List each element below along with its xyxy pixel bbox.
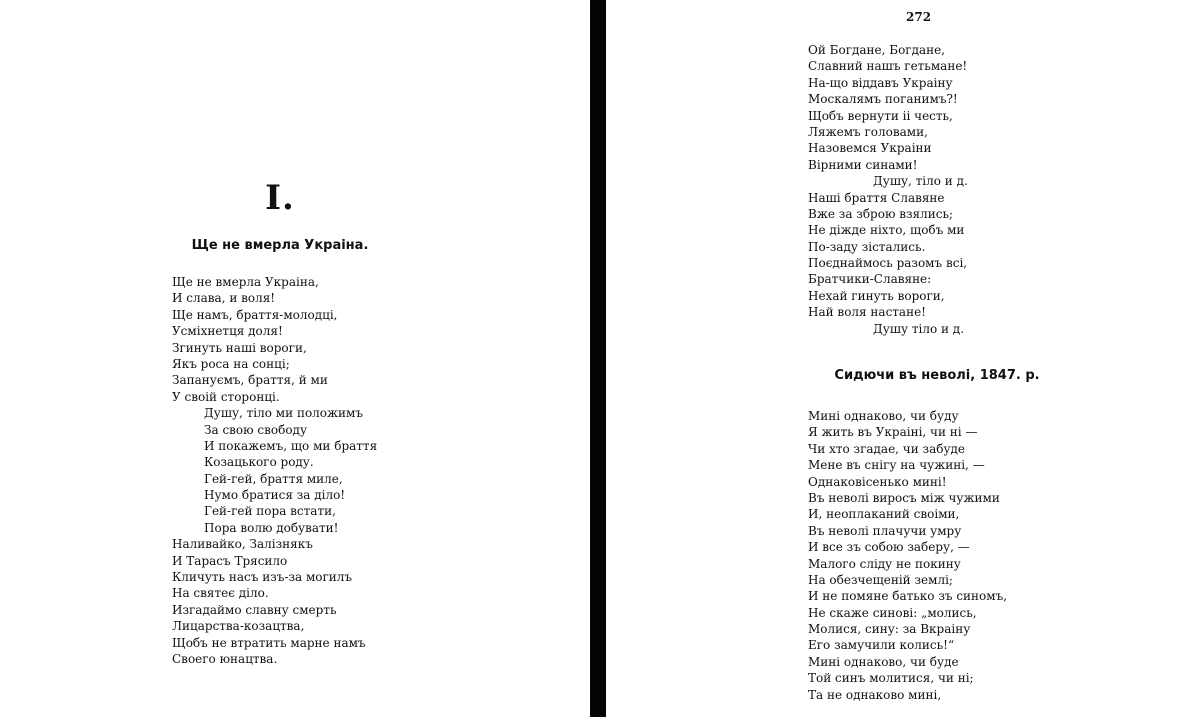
poem-line: Въ неволі плачучи умру: [808, 523, 962, 538]
poem-line: Вірними синами!: [808, 157, 918, 172]
refrain-line: Гей-гей пора встати,: [204, 504, 336, 519]
poem-line: Наливайко, Залізнякъ: [172, 537, 313, 552]
poem-line: Щобъ не втратить марне намъ: [172, 635, 366, 650]
poem-line: Я жить въ Украіні, чи ні —: [808, 425, 978, 440]
poem-title-2: Сидючи въ неволі, 1847. р.: [834, 368, 1040, 383]
right-page: [606, 0, 1200, 717]
poem-line: И все зъ собою заберу, —: [808, 540, 970, 555]
poem-line: Наші браття Славяне: [808, 190, 945, 205]
poem-line: Чи хто згадае, чи забуде: [808, 441, 966, 456]
poem-line: Ще намъ, браття-молодці,: [172, 307, 338, 322]
left-page: [0, 0, 590, 717]
chorus-reference: Душу, тіло и д.: [873, 174, 968, 189]
poem-lines: [172, 274, 377, 667]
poem-line: И слава, и воля!: [172, 291, 276, 306]
poem-line: Згинуть наші вороги,: [172, 340, 307, 355]
poem-line: Не скаже синові: „молись,: [808, 605, 977, 620]
poem-line: На святеє діло.: [172, 586, 269, 601]
poem-line: Щобъ вернути іі честь,: [808, 108, 953, 123]
refrain-line: И покажемъ, що ми браття: [204, 438, 378, 453]
refrain-line: Козацького роду.: [204, 455, 314, 470]
book-gutter: [590, 0, 606, 717]
poem-line: Поєднаймось разомъ всі,: [808, 256, 968, 271]
refrain-line: Пора волю добувати!: [204, 520, 339, 535]
poem-line: Въ неволі виросъ між чужими: [808, 490, 1000, 505]
refrain-line: Душу, тіло ми положимъ: [204, 406, 364, 421]
poem-line: На обезчещеній землі;: [808, 572, 953, 587]
poem-line: Кличуть насъ изъ-за могилъ: [172, 570, 353, 585]
chorus-reference: Душу тіло и д.: [873, 321, 965, 336]
poem-line: Не діжде ніхто, щобъ ми: [808, 223, 965, 238]
poem-line: Усміхнетця доля!: [172, 324, 283, 339]
refrain-line: Гей-гей, браття миле,: [204, 471, 343, 486]
poem-line: На-що віддавъ Украіну: [808, 75, 953, 90]
poem-line: Славний нашъ гетьмане!: [808, 59, 968, 74]
poem-line: Ой Богдане, Богдане,: [808, 43, 946, 57]
refrain-line: За свою свободу: [204, 422, 308, 437]
poem-line: Нехай гинуть вороги,: [808, 288, 945, 303]
poem-line: Изгадаймо славну смерть: [172, 602, 337, 617]
section-numeral: I.: [265, 178, 295, 218]
poem-line: Малого сліду не покину: [808, 556, 961, 571]
poem-line: И не помяне батько зъ синомъ,: [808, 589, 1008, 604]
poem-line: Мині однаково, чи буду: [808, 409, 959, 423]
poem-line: Лицарства-козацтва,: [172, 619, 305, 634]
poem-line: Москалямъ поганимъ?!: [808, 92, 958, 107]
poem-line: Та не однаково мині,: [808, 687, 942, 702]
poem-line: Той синъ молитися, чи ні;: [808, 671, 974, 686]
poem-line: Молися, сину: за Вкраіну: [808, 622, 971, 637]
poem-lines-continued: [808, 42, 968, 337]
poem-line: У своій сторонці.: [172, 389, 280, 404]
poem-line: Запануємъ, браття, й ми: [172, 373, 328, 388]
poem-line: Якъ роса на сонці;: [172, 356, 290, 371]
poem-line: Его замучили колись!“: [808, 638, 955, 653]
poem-line: И Тарасъ Трясило: [172, 553, 288, 568]
poem-line: Своего юнацтва.: [172, 651, 278, 666]
poem-title: Ще не вмерла Украіна.: [191, 238, 369, 253]
poem-line: Най воля настане!: [808, 305, 927, 320]
page-number: 272: [906, 10, 932, 24]
poem-line: Братчики-Славяне:: [808, 272, 932, 287]
poem-line: Мене въ снігу на чужині, —: [808, 458, 985, 473]
poem-line: Однаковісенько мині!: [808, 474, 947, 489]
poem-lines-2: [808, 408, 1007, 703]
poem-line: Мині однаково, чи буде: [808, 654, 959, 669]
refrain-line: Нумо братися за діло!: [204, 488, 346, 503]
poem-line: Ляжемъ головами,: [808, 124, 928, 139]
poem-line: Вже за зброю взялись;: [808, 206, 954, 221]
poem-line: Назовемся Украіни: [808, 141, 932, 156]
poem-line: И, неоплаканий своіми,: [808, 507, 960, 522]
poem-line: Ще не вмерла Украіна,: [172, 275, 319, 289]
poem-line: По-заду зістались.: [808, 239, 926, 254]
